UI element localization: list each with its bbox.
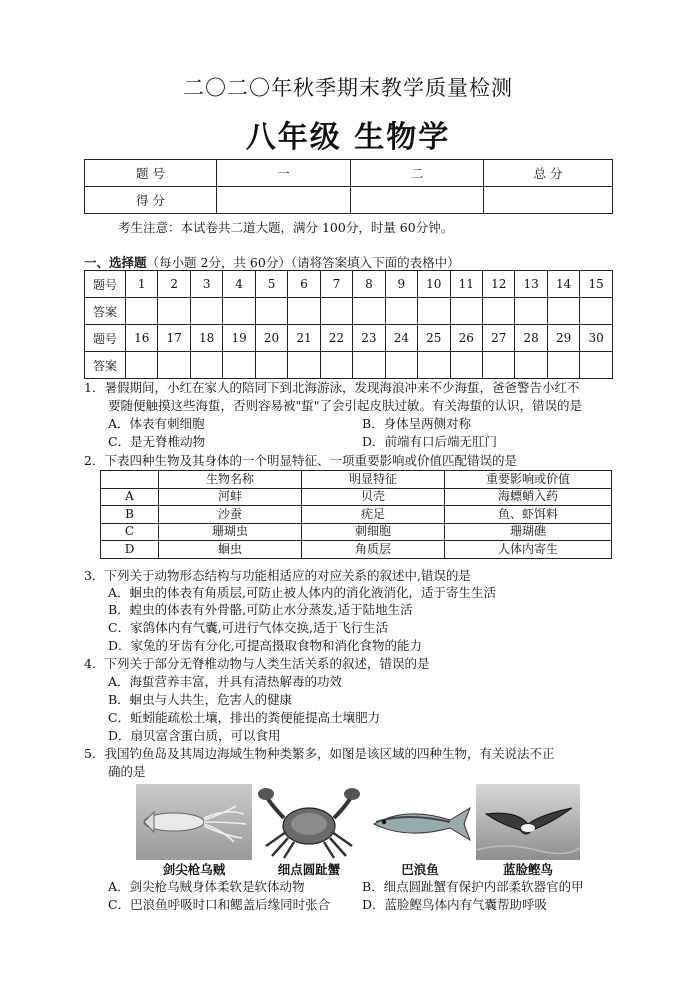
- q3-option-a: A．蛔虫的体表有角质层,可防止被人体内的消化液消化，适于寄生生活: [108, 585, 497, 600]
- q2-cell: 刺细胞: [302, 523, 445, 541]
- q4-stem: 4．下列关于部分无脊椎动物与人类生活关系的叙述，错误的是: [84, 656, 430, 671]
- section1-heading: [84, 253, 460, 271]
- answer-cell[interactable]: [418, 298, 450, 325]
- answer-cell[interactable]: [190, 298, 222, 325]
- q2-cell: 生物名称: [159, 471, 302, 489]
- q4-option-d: D．扇贝富含蛋白质，可以食用: [108, 728, 281, 743]
- qnum-cell: 3: [190, 271, 222, 298]
- qnum-cell: 12: [482, 271, 514, 298]
- score-cell: 总 分: [484, 160, 613, 187]
- qnum-cell: 20: [255, 325, 287, 352]
- answer-cell[interactable]: [515, 352, 547, 379]
- exam-notice: 考生注意：本试卷共二道大题，满分 100分，时量 60分钟。: [118, 220, 454, 235]
- answer-cell[interactable]: [223, 298, 255, 325]
- score-cell: 二: [351, 160, 484, 187]
- qnum-cell: 7: [320, 271, 352, 298]
- qnum-cell: 1: [126, 271, 158, 298]
- q1-stem-line2: 要随便触摸这些海蜇，否则容易被"蜇"了会引起皮肤过敏。有关海蜇的认识，错误的是: [108, 398, 583, 413]
- answer-cell[interactable]: [580, 298, 613, 325]
- answer-cell[interactable]: [385, 352, 417, 379]
- section1-note: （每小题 2分，共 60分）（请将答案填入下面的表格中）: [146, 255, 460, 270]
- q5-option-c: C．巴浪鱼呼吸时口和鳃盖后缘同时张合: [108, 897, 331, 912]
- qnum-cell: 19: [223, 325, 255, 352]
- q2-cell: 珊瑚礁: [445, 523, 612, 541]
- answer-label: 题号: [85, 325, 126, 352]
- qnum-cell: 6: [288, 271, 320, 298]
- q5-option-a: A．剑尖枪乌贼身体柔软是软体动物: [108, 879, 305, 894]
- answer-cell[interactable]: [385, 298, 417, 325]
- qnum-cell: 24: [385, 325, 417, 352]
- answer-cell[interactable]: [255, 352, 287, 379]
- score-cell[interactable]: [217, 187, 351, 214]
- q2-table-row: [101, 541, 612, 559]
- qnum-cell: 10: [418, 271, 450, 298]
- answer-table: [84, 270, 613, 379]
- qnum-cell: 22: [320, 325, 352, 352]
- q2-table: [100, 470, 612, 559]
- q1-option-c: C．是无脊椎动物: [108, 434, 206, 449]
- q2-cell: 明显特征: [302, 471, 445, 489]
- answer-cell[interactable]: [288, 352, 320, 379]
- answer-table-qnum-row: [85, 325, 613, 352]
- q2-stem: 2．下表四种生物及其身体的一个明显特征、一项重要影响或价值匹配错误的是: [84, 453, 517, 468]
- qnum-cell: 28: [515, 325, 547, 352]
- qnum-cell: 26: [450, 325, 482, 352]
- q1-stem-line1: 1．暑假期间，小红在家人的陪同下到北海游泳，发现海浪冲来不少海蜇，爸爸警告小红不: [84, 380, 580, 395]
- score-cell: 题 号: [85, 160, 217, 187]
- q2-cell: 蛔虫: [159, 541, 302, 559]
- q2-cell: 鱼、虾饵料: [445, 506, 612, 524]
- answer-cell[interactable]: [353, 352, 385, 379]
- q2-cell: 珊瑚虫: [159, 523, 302, 541]
- q4-option-b: B．蛔虫与人共生，危害人的健康: [108, 692, 293, 707]
- q1-option-a: A．体表有刺细胞: [108, 416, 205, 431]
- caption-crab: 细点圆趾蟹: [277, 862, 341, 877]
- answer-cell[interactable]: [482, 298, 514, 325]
- answer-cell[interactable]: [190, 352, 222, 379]
- q2-cell: 河蚌: [159, 488, 302, 506]
- score-table-score-row: [85, 187, 613, 214]
- answer-table-qnum-row: [85, 271, 613, 298]
- exam-subject-title: 八年级 生物学: [245, 120, 451, 155]
- q2-cell: [101, 471, 159, 489]
- answer-label: 答案: [85, 352, 126, 379]
- q2-cell: D: [101, 541, 159, 559]
- q2-cell: 海螵蛸入药: [445, 488, 612, 506]
- caption-bird: 蓝脸鲣鸟: [502, 862, 553, 877]
- answer-cell[interactable]: [158, 352, 190, 379]
- answer-cell[interactable]: [320, 352, 352, 379]
- q2-table-row: [101, 488, 612, 506]
- qnum-cell: 18: [190, 325, 222, 352]
- q2-cell: 角质层: [302, 541, 445, 559]
- q2-cell: A: [101, 488, 159, 506]
- fish-image: [366, 784, 474, 860]
- q3-option-d: D．家兔的牙齿有分化,可提高摄取食物和消化食物的能力: [108, 638, 422, 653]
- booby-bird-image: [476, 784, 580, 860]
- score-table-header-row: [85, 160, 613, 187]
- answer-cell[interactable]: [482, 352, 514, 379]
- qnum-cell: 2: [158, 271, 190, 298]
- answer-cell[interactable]: [255, 298, 287, 325]
- score-cell[interactable]: [351, 187, 484, 214]
- q5-option-d: D．蓝脸鲣鸟体内有气囊帮助呼吸: [362, 897, 548, 912]
- answer-cell[interactable]: [126, 352, 158, 379]
- qnum-cell: 17: [158, 325, 190, 352]
- q1-option-d: D．前端有口后端无肛门: [362, 434, 498, 449]
- qnum-cell: 16: [126, 325, 158, 352]
- score-cell: 得 分: [85, 187, 217, 214]
- q3-option-b: B．蝗虫的体表有外骨骼,可防止水分蒸发,适于陆地生活: [108, 602, 413, 617]
- answer-cell[interactable]: [418, 352, 450, 379]
- answer-cell[interactable]: [450, 352, 482, 379]
- qnum-cell: 9: [385, 271, 417, 298]
- qnum-cell: 4: [223, 271, 255, 298]
- q2-cell: 人体内寄生: [445, 541, 612, 559]
- exam-title: 二〇二〇年秋季期末教学质量检测: [183, 76, 513, 100]
- squid-image: [136, 784, 252, 860]
- qnum-cell: 5: [255, 271, 287, 298]
- q5-option-b: B．细点圆趾蟹有保护内部柔软器官的甲: [362, 879, 584, 894]
- score-cell[interactable]: [484, 187, 613, 214]
- q4-option-a: A．海蜇营养丰富，并具有清热解毒的功效: [108, 674, 343, 689]
- q2-cell: 疣足: [302, 506, 445, 524]
- answer-cell[interactable]: [580, 352, 613, 379]
- qnum-cell: 11: [450, 271, 482, 298]
- score-table: [84, 159, 613, 214]
- q2-table-header: [101, 471, 612, 489]
- q2-cell: B: [101, 506, 159, 524]
- qnum-cell: 30: [580, 325, 613, 352]
- answer-cell[interactable]: [288, 298, 320, 325]
- answer-cell[interactable]: [126, 298, 158, 325]
- qnum-cell: 15: [580, 271, 613, 298]
- qnum-cell: 29: [547, 325, 579, 352]
- answer-cell[interactable]: [547, 352, 579, 379]
- q2-cell: C: [101, 523, 159, 541]
- q2-table-row: [101, 506, 612, 524]
- qnum-cell: 27: [482, 325, 514, 352]
- q1-option-b: B．身体呈两侧对称: [362, 416, 472, 431]
- qnum-cell: 25: [418, 325, 450, 352]
- qnum-cell: 21: [288, 325, 320, 352]
- answer-cell[interactable]: [158, 298, 190, 325]
- answer-cell[interactable]: [450, 298, 482, 325]
- caption-fish: 巴浪鱼: [401, 862, 439, 877]
- answer-cell[interactable]: [515, 298, 547, 325]
- score-cell: 一: [217, 160, 351, 187]
- answer-label: 题号: [85, 271, 126, 298]
- answer-table-answer-row: [85, 298, 613, 325]
- qnum-cell: 8: [353, 271, 385, 298]
- crab-image: [254, 784, 364, 860]
- answer-cell[interactable]: [547, 298, 579, 325]
- q2-table-row: [101, 523, 612, 541]
- q2-cell: 重要影响或价值: [445, 471, 612, 489]
- qnum-cell: 14: [547, 271, 579, 298]
- q3-option-c: C．家鸽体内有气囊,可进行气体交换,适于飞行生活: [108, 620, 389, 635]
- answer-cell[interactable]: [353, 298, 385, 325]
- q4-option-c: C．蚯蚓能疏松土壤，排出的粪便能提高土壤肥力: [108, 710, 381, 725]
- answer-cell[interactable]: [223, 352, 255, 379]
- qnum-cell: 13: [515, 271, 547, 298]
- q5-stem-line1: 5．我国钓鱼岛及其周边海域生物种类繁多，如图是该区域的四种生物，有关说法不正: [84, 746, 555, 761]
- caption-squid: 剑尖枪乌贼: [162, 862, 226, 877]
- q2-cell: 贝壳: [302, 488, 445, 506]
- answer-cell[interactable]: [320, 298, 352, 325]
- q5-stem-line2: 确的是: [108, 764, 146, 779]
- answer-label: 答案: [85, 298, 126, 325]
- q3-stem: 3．下列关于动物形态结构与功能相适应的对应关系的叙述中,错误的是: [84, 568, 471, 583]
- answer-table-answer-row: [85, 352, 613, 379]
- qnum-cell: 23: [353, 325, 385, 352]
- q2-cell: 沙蚕: [159, 506, 302, 524]
- section1-title: 一、选择题: [84, 255, 147, 270]
